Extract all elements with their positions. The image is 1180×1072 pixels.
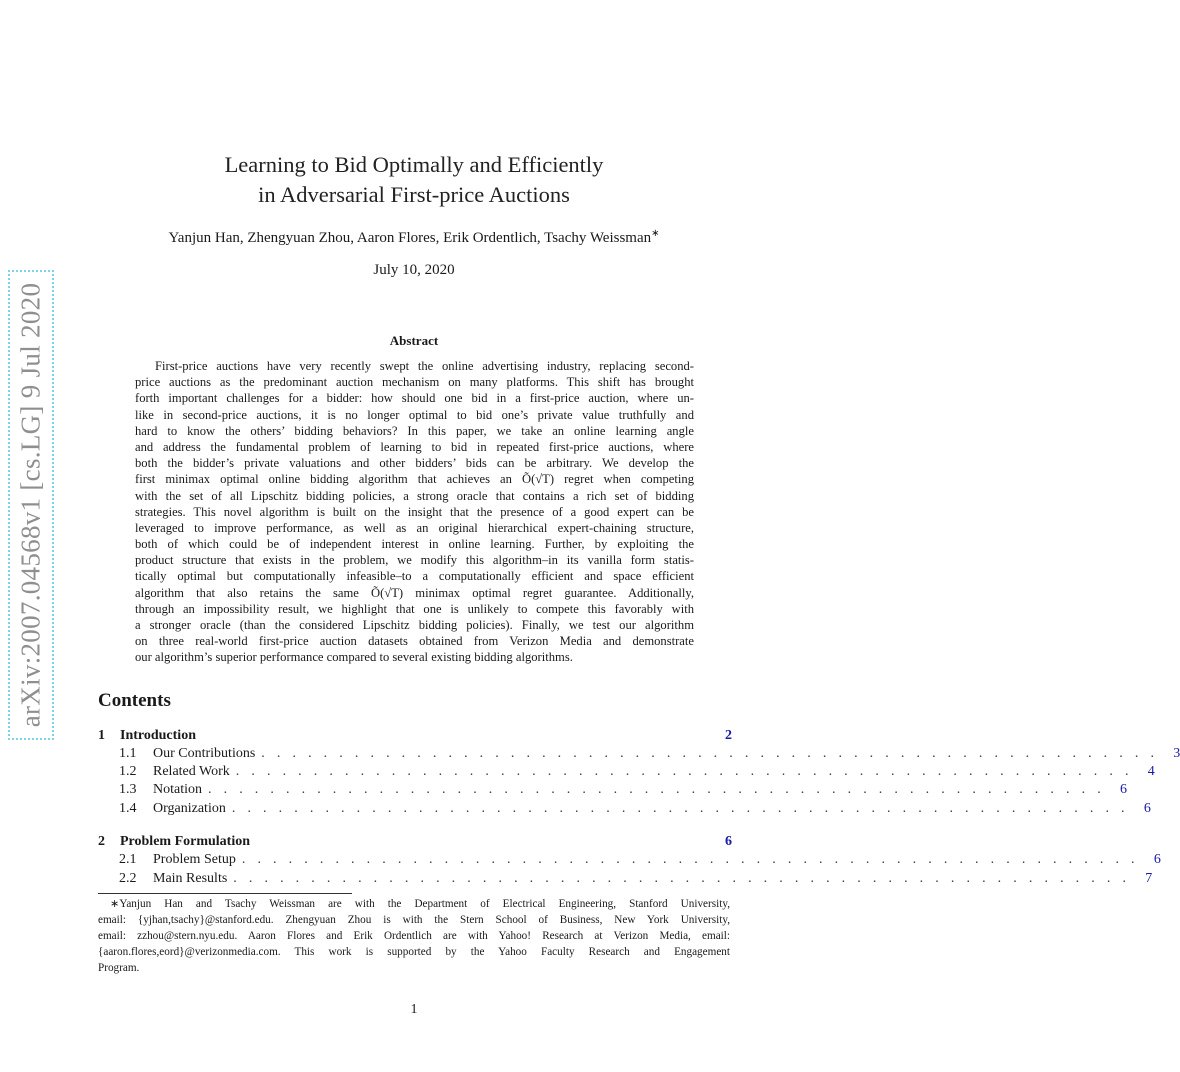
- toc-subsection-number: 1.4: [119, 801, 137, 816]
- toc-page-link[interactable]: 2: [725, 728, 732, 743]
- toc-subsection-title: Related Work: [153, 764, 230, 779]
- toc-leader-dots: . . . . . . . . . . . . . . . . . . . . . . . . . . . . . . . . . . . . . . . . . . . . . . . . . . . . . . . . . .: [241, 852, 1139, 867]
- abstract-line: First-price auctions have very recently swept the online advertising industry, replacing second-: [155, 359, 694, 373]
- toc-section-problem-formulation[interactable]: [98, 834, 732, 852]
- contents-heading: Contents: [98, 690, 171, 711]
- date: July 10, 2020: [373, 262, 455, 278]
- title-line-2: in Adversarial First-price Auctions: [258, 182, 570, 207]
- toc-subsection-related-work[interactable]: [119, 764, 1155, 782]
- toc-subsection-title: Organization: [153, 801, 226, 816]
- toc-subsection-number: 1.2: [119, 764, 137, 779]
- abstract-line: algorithm that also retains the same Õ(√T) minimax optimal regret guarantee. Additionally,: [135, 585, 694, 600]
- footnote-line: email: zzhou@stern.nyu.edu. Aaron Flores and Erik Ordentlich are with Yahoo! Research at Verizon Media, email:: [98, 930, 730, 942]
- abstract-line: leveraged to improve performance, as well as an original hierarchical expert-chaining structure,: [135, 520, 694, 535]
- toc-page-link[interactable]: 7: [1145, 871, 1153, 886]
- toc-leader-dots: . . . . . . . . . . . . . . . . . . . . . . . . . . . . . . . . . . . . . . . . . . . . . . . . . . . . . . . . . .: [231, 801, 1129, 816]
- authors: [0, 228, 828, 247]
- toc-leader-dots: . . . . . . . . . . . . . . . . . . . . . . . . . . . . . . . . . . . . . . . . . . . . . . . . . . . . . . . . . .: [208, 782, 1105, 797]
- abstract-line: product structure that exists in the problem, we modify this algorithm–in its vanilla form statis-: [135, 553, 694, 568]
- toc-page-link[interactable]: 3: [1173, 746, 1180, 761]
- toc-section-title: Problem Formulation: [120, 834, 251, 849]
- toc-page-link[interactable]: 6: [1143, 801, 1151, 816]
- toc-page-link[interactable]: 6: [1153, 852, 1161, 867]
- abstract-line: first minimax optimal online bidding algorithm that achieves an Õ(√T) regret when competing: [135, 472, 694, 487]
- toc-subsection-title: Our Contributions: [153, 746, 256, 761]
- footnote: [98, 896, 730, 976]
- author-list: Yanjun Han, Zhengyuan Zhou, Aaron Flores, Erik Ordentlich, Tsachy Weissman: [168, 230, 652, 246]
- toc-leader-dots: . . . . . . . . . . . . . . . . . . . . . . . . . . . . . . . . . . . . . . . . . . . . . . . . . . . . . . . . . .: [261, 746, 1159, 761]
- footnote-rule: [98, 893, 352, 894]
- toc-page-link[interactable]: 4: [1147, 764, 1155, 779]
- abstract-line: through an impossibility result, we highlight that one is unlikely to compete this favorably with: [135, 601, 694, 616]
- toc-leader-dots: . . . . . . . . . . . . . . . . . . . . . . . . . . . . . . . . . . . . . . . . . . . . . . . . . . . . . . . . . .: [233, 871, 1131, 886]
- toc-section-title: Introduction: [120, 728, 196, 743]
- abstract-line: a stronger oracle (than the considered Lipschitz bidding policies). Finally, we test our algorithm: [135, 618, 694, 632]
- toc-section-number: 2: [98, 834, 105, 849]
- footnote-line: {aaron.flores,eord}@verizonmedia.com. This work is supported by the Yahoo Faculty Research and Engagement: [98, 946, 730, 958]
- toc-subsection-organization[interactable]: [119, 801, 1151, 819]
- toc-subsection-number: 2.2: [119, 871, 137, 886]
- toc-page-link[interactable]: 6: [1120, 782, 1127, 797]
- abstract-line: strategies. This novel algorithm is built on the insight that the presence of a good expert can be: [135, 504, 694, 519]
- toc-subsection-problem-setup[interactable]: [119, 852, 1161, 870]
- toc-subsection-notation[interactable]: [119, 782, 1127, 800]
- toc-subsection-title: Notation: [153, 782, 202, 797]
- toc-subsection-main-results[interactable]: [119, 871, 1153, 889]
- footnote-line: Program.: [98, 962, 140, 974]
- abstract-body: [135, 358, 694, 666]
- abstract-line: price auctions as the predominant auction mechanism on many platforms. This shift has brought: [135, 375, 694, 390]
- toc-subsection-number: 1.1: [119, 746, 137, 761]
- title-line-1: Learning to Bid Optimally and Efficiently: [224, 152, 604, 177]
- footnote-line: ∗Yanjun Han and Tsachy Weissman are with the Department of Electrical Engineering, Stanford University,: [110, 898, 730, 910]
- toc-page-link[interactable]: 6: [725, 834, 732, 849]
- abstract-line: hard to know the others’ bidding behaviors? In this paper, we take an online learning angle: [135, 423, 694, 438]
- toc-subsection-our-contributions[interactable]: [119, 746, 1180, 764]
- footnote-line: email: {yjhan,tsachy}@stanford.edu. Zhengyuan Zhou is with the Stern School of Business, New York University,: [98, 914, 730, 926]
- abstract-heading: Abstract: [389, 333, 439, 348]
- abstract-line: both of which could be of independent interest in online learning. Further, by exploiting the: [135, 537, 694, 552]
- toc-subsection-number: 1.3: [119, 782, 137, 797]
- page-number: 1: [410, 1002, 418, 1017]
- toc-subsection-number: 2.1: [119, 852, 137, 867]
- abstract-line: tically optimal but computationally infeasible–to a computationally efficient and space efficient: [135, 569, 694, 584]
- toc-section-introduction[interactable]: [98, 728, 732, 746]
- toc-leader-dots: . . . . . . . . . . . . . . . . . . . . . . . . . . . . . . . . . . . . . . . . . . . . . . . . . . . . . . . . . .: [235, 764, 1133, 779]
- toc-subsection-title: Main Results: [153, 871, 228, 886]
- abstract-line: on three real-world first-price auction datasets obtained from Verizon Media and demonstrate: [135, 634, 694, 649]
- abstract-line: and address the fundamental problem of learning to bid in repeated first-price auctions, where: [135, 439, 694, 454]
- toc-section-number: 1: [98, 728, 105, 743]
- arxiv-id: arXiv:2007.04568v1 [cs.LG] 9 Jul 2020: [15, 282, 46, 728]
- abstract-line: with the set of all Lipschitz bidding policies, a strong oracle that contains a rich set of bidding: [135, 488, 694, 503]
- abstract-line: forth important challenges for a bidder: how should one bid in a first-price auction, where un-: [135, 391, 694, 406]
- abstract-line: both the bidder’s private valuations and other bidders’ bids can be arbitrary. We develop the: [135, 456, 694, 471]
- author-footnote-mark[interactable]: ∗: [651, 228, 660, 239]
- abstract-line: like in second-price auctions, it is no longer optimal to bid one’s private value truthfully and: [135, 407, 694, 422]
- toc-subsection-title: Problem Setup: [153, 852, 236, 867]
- abstract-line: our algorithm’s superior performance compared to several existing bidding algorithms.: [135, 650, 573, 665]
